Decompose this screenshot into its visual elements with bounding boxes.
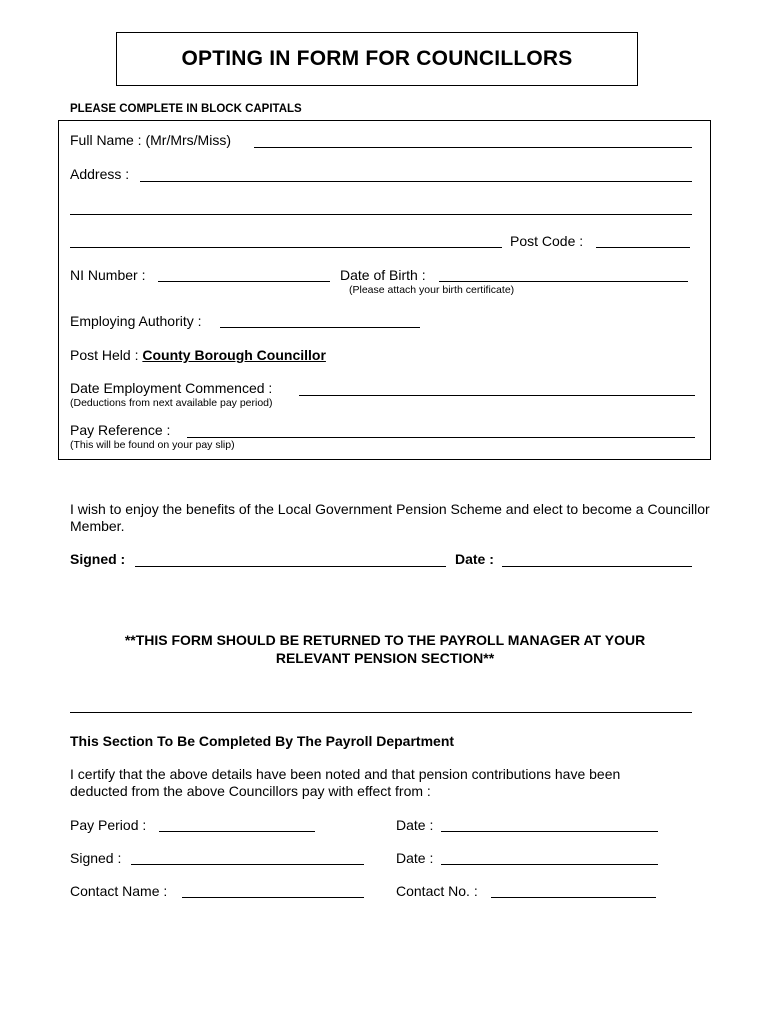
date-of-birth-label: Date of Birth : <box>340 267 426 283</box>
contact-no-label: Contact No. : <box>396 883 478 899</box>
employing-authority-field[interactable] <box>220 327 420 328</box>
date-of-birth-field[interactable] <box>439 281 688 282</box>
address-label: Address : <box>70 166 130 182</box>
payroll-signature-field[interactable] <box>131 864 364 865</box>
payroll-signed-label: Signed : <box>70 850 122 866</box>
contact-name-label: Contact Name : <box>70 883 168 899</box>
pay-period-label: Pay Period : <box>70 817 147 833</box>
contact-name-field[interactable] <box>182 897 364 898</box>
payroll-date-field-2[interactable] <box>441 864 658 865</box>
pay-slip-note: (This will be found on your pay slip) <box>70 439 235 451</box>
signature-field[interactable] <box>135 566 446 567</box>
post-held-value: County Borough Councillor <box>142 347 326 363</box>
ni-number-label: NI Number : <box>70 267 146 283</box>
employing-authority-label: Employing Authority : <box>70 313 202 329</box>
certify-text-line-1: I certify that the above details have been noted and that pension contributions have been <box>70 766 621 782</box>
birth-certificate-note: (Please attach your birth certificate) <box>349 284 515 296</box>
payroll-date-field-1[interactable] <box>441 831 658 832</box>
return-notice-line-1: **THIS FORM SHOULD BE RETURNED TO THE PAYROLL MANAGER AT YOUR <box>124 632 646 648</box>
pay-period-field[interactable] <box>159 831 315 832</box>
pay-reference-label: Pay Reference : <box>70 422 171 438</box>
address-field-line-3[interactable] <box>70 247 502 248</box>
employment-commenced-label: Date Employment Commenced : <box>70 380 273 396</box>
payroll-date-label-2: Date : <box>396 850 434 866</box>
payroll-section-heading: This Section To Be Completed By The Payroll Department <box>70 733 455 749</box>
signed-label: Signed : <box>70 551 126 567</box>
address-field-line-2[interactable] <box>70 214 692 215</box>
deductions-note: (Deductions from next available pay period) <box>70 397 273 409</box>
full-name-label: Full Name : (Mr/Mrs/Miss) <box>70 132 231 148</box>
return-notice-line-2: RELEVANT PENSION SECTION** <box>275 650 495 666</box>
contact-no-field[interactable] <box>491 897 656 898</box>
payroll-date-label-1: Date : <box>396 817 434 833</box>
section-divider <box>70 712 692 713</box>
post-code-label: Post Code : <box>510 233 584 249</box>
certify-text-line-2: deducted from the above Councillors pay with effect from : <box>70 783 431 799</box>
full-name-field[interactable] <box>254 147 692 148</box>
ni-number-field[interactable] <box>158 281 330 282</box>
form-title: OPTING IN FORM FOR COUNCILLORS <box>116 32 638 86</box>
address-field-line-1[interactable] <box>140 181 692 182</box>
declaration-text: I wish to enjoy the benefits of the Local Government Pension Scheme and elect to become a Councillor Member. <box>70 501 710 534</box>
instruction-text: PLEASE COMPLETE IN BLOCK CAPITALS <box>70 103 302 115</box>
declaration-date-label: Date : <box>455 551 494 567</box>
post-held-row <box>70 347 326 363</box>
pay-reference-field[interactable] <box>187 437 695 438</box>
post-code-field[interactable] <box>596 247 690 248</box>
employment-commenced-field[interactable] <box>299 395 695 396</box>
declaration-date-field[interactable] <box>502 566 692 567</box>
post-held-label: Post Held : <box>70 347 139 363</box>
